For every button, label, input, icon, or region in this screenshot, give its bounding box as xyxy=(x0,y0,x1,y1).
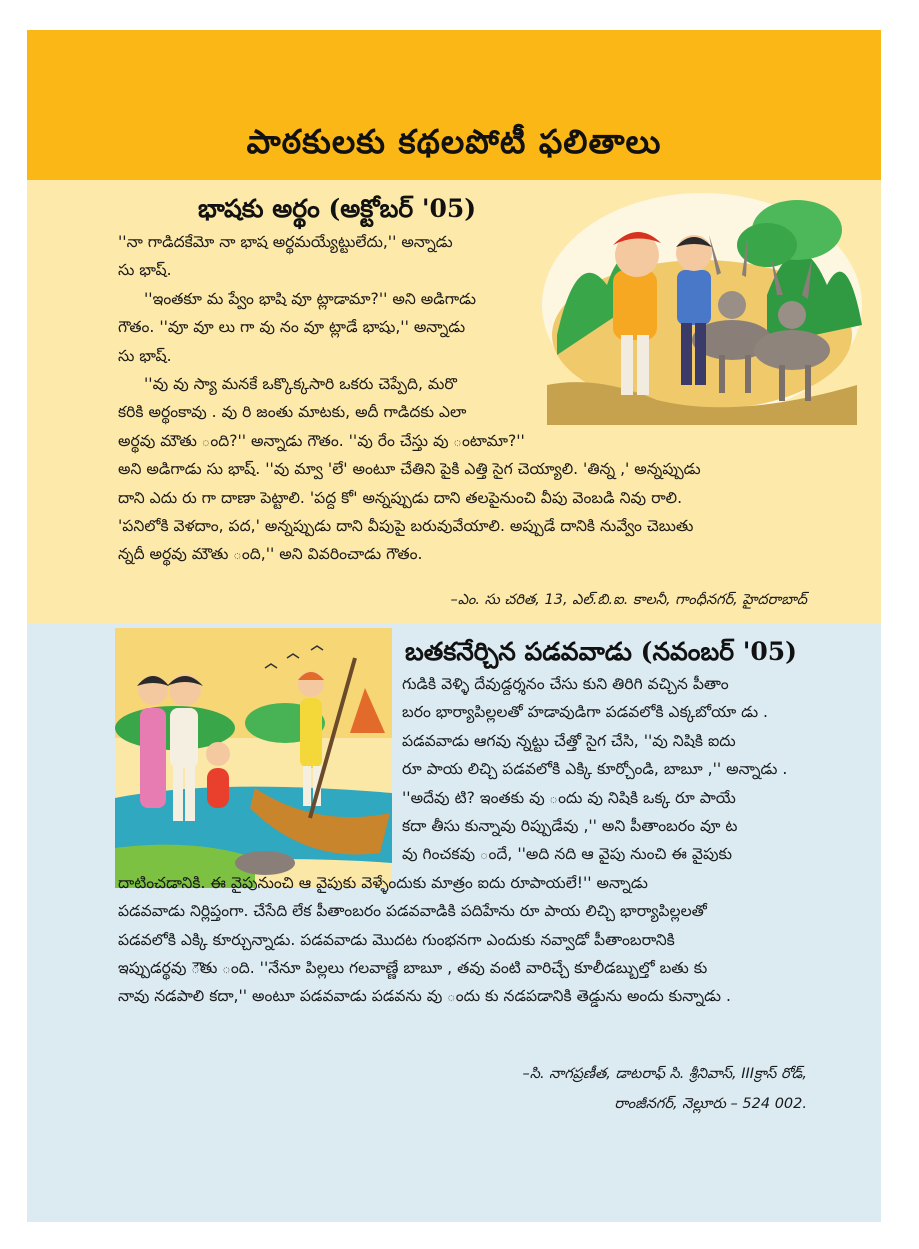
story2-line: బరం భార్యాపిల్లలతో హడావుడిగా పడవలోకి ఎక్కబోయా డు . xyxy=(402,703,769,722)
story2-line: రూ పాయ లిచ్చి పడవలోకి ఎక్కి కూర్చోండి, బాబూ ,'' అన్నాడు . xyxy=(402,760,788,779)
story2-line: నావు నడపాలి కదా,'' అంటూ పడవవాడు పడవను వు ందు కు నడపడానికి తెడ్డును అందు కున్నాడు . xyxy=(118,987,731,1006)
story1-line: న్నదీ అర్థవు మౌతు ంది,'' అని వివరించాడు గౌతం. xyxy=(118,545,423,564)
story1-title: భాషకు అర్థం (అక్టోబర్ '05) xyxy=(198,194,477,223)
story1-line: కరికి అర్థంకావు . వు రి జంతు మాటకు, అదీ గాడిదకు ఎలా xyxy=(118,403,467,422)
story1-line: గౌతం. ''వూ వూ లు గా వు నం వూ ట్లాడే భాషు,'' అన్నాడు xyxy=(118,318,466,337)
story2-credit-line1: –సి. నాగప్రణీత, డాటరాఫ్ సి. శ్రీనివాస్, IIIక్రాస్ రోడ్, xyxy=(522,1066,807,1082)
story1-line: అర్థవు మౌతు ంది?'' అన్నాడు గౌతం. ''వు రేం చేస్తు వు ంటామా?'' xyxy=(118,431,525,450)
story2-line: పడవలోకి ఎక్కి కూర్చున్నాడు. పడవవాడు మొదట గుంభనగా ఎందుకు నవ్వాడో పీతాంబరానికి xyxy=(118,930,675,949)
story1-line: దాని ఎదు రు గా దాణా పెట్టాలి. 'పద్ద కో' అన్నప్పుడు దాని తలపైనుంచి వీపు వెంబడి నివు రాలి. xyxy=(118,488,683,507)
story2-line: దాటించడానికి. ఈ వైపునుంచి ఆ వైపుకు వెళ్ళేందుకు మాత్రం ఐదు రూపాయలే!'' అన్నాడు xyxy=(118,873,648,892)
story1-line: ''నా గాడిదకేమో నా భాష అర్థమయ్యేట్టులేదు,'' అన్నాడు xyxy=(118,233,453,251)
story2-line: పడవవాడు ఆగవు న్నట్టు చేత్తో సైగ చేసి, ''వు నిషికి ఐదు xyxy=(402,731,736,750)
story1-line: సు భాష్. xyxy=(118,261,172,280)
page-title: పాఠకులకు కథలపోటీ ఫలితాలు xyxy=(246,122,662,161)
story2-line: ఇప్పుడర్థవు ౌతు ంది. ''నేనూ పిల్లలు గలవాణ్ణే బాబూ , తవు వంటి వారిచ్చే కూలీడబ్బుల్తో బతు కు xyxy=(118,959,708,978)
story1-credit: –ఎం. సు చరిత, 13, ఎల్.బి.ఐ. కాలనీ, గాంధీనగర్, హైదరాబాద్ xyxy=(450,592,807,608)
story2-line: కదా తీసు కున్నావు రిప్పుడేవు ,'' అని పీతాంబరం వూ ట xyxy=(402,817,738,836)
story1-body xyxy=(118,228,808,569)
story1-line: అని అడిగాడు సు భాష్. ''వు మ్వా 'లే' అంటూ చేతిని పైకి ఎత్తి సైగ చెయ్యాలి. 'తిన్న ,' అన్నప్పుడు xyxy=(118,460,701,479)
story2-credit-line2: రాంజీనగర్, నెల్లూరు – 524 002. xyxy=(614,1096,807,1112)
story2-body xyxy=(118,670,808,1011)
story2-title: బతకనేర్చిన పడవవాడు (నవంబర్ '05) xyxy=(405,637,798,666)
story2-line: ''అదేవు టి? ఇంతకు వు ందు వు నిషికి ఒక్క రూ పాయే xyxy=(402,788,736,807)
story1-line: ''ఇంతకూ మ ప్వేం భాషి వూ ట్లాడామా?'' అని అడిగాడు xyxy=(144,289,477,308)
story1-line: సు భాష్. xyxy=(118,346,172,365)
story1-line: ''వు వు స్యా మనకే ఒక్కొక్కసారి ఒకరు చెప్పేది, మరొ xyxy=(144,375,457,394)
story2-line: వు గించకవు ందే, ''అది నది ఆ వైపు నుంచి ఈ వైపుకు xyxy=(402,845,733,864)
story2-line: గుడికి వెళ్ళి దేవుడ్దర్శనం చేసు కుని తిరిగి వచ్చిన పీతాం xyxy=(402,675,729,693)
header-banner xyxy=(27,30,881,180)
story2-line: పడవవాడు నిర్లిప్తంగా. చేసేది లేక పీతాంబరం పడవవాడికి పదిహేను రూ పాయ లిచ్చి భార్యాపిల్లలతో xyxy=(118,902,707,921)
story1-line: 'పనిలోకి వెళదాం, పద,' అన్నప్పుడు దాని వీపుపై బరువువేయాలి. అప్పుడే దానికి నువ్వేం చెబుతు xyxy=(118,517,694,536)
